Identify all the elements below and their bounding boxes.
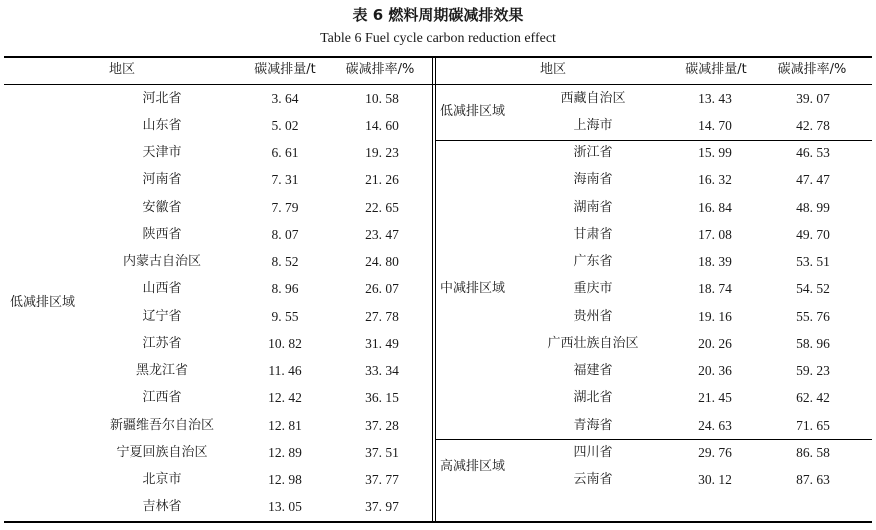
province-name: 上海市 (573, 117, 613, 133)
province-name: 山西省 (142, 281, 182, 297)
reduction-value: 18. 39 (698, 254, 732, 270)
rate-value: 49. 70 (796, 226, 830, 242)
rate-value: 37. 97 (365, 499, 399, 515)
rate-value: 36. 15 (365, 390, 399, 406)
province-name: 甘肃省 (573, 226, 613, 242)
province-name: 河南省 (142, 172, 182, 188)
rate-value: 48. 99 (796, 199, 830, 215)
province-name: 辽宁省 (142, 308, 182, 324)
province-name: 内蒙古自治区 (122, 254, 202, 270)
rate-value: 10. 58 (365, 90, 399, 106)
reduction-value: 17. 08 (698, 226, 732, 242)
reduction-value: 20. 26 (698, 335, 732, 351)
column-divider-rule (432, 56, 433, 522)
reduction-value: 8. 07 (271, 226, 299, 242)
rate-value: 27. 78 (365, 308, 399, 324)
province-name: 江西省 (142, 390, 182, 406)
reduction-value: 12. 89 (268, 444, 302, 460)
rate-value: 19. 23 (365, 145, 399, 161)
reduction-value: 6. 61 (271, 145, 299, 161)
province-name: 河北省 (142, 90, 182, 106)
rate-value: 58. 96 (796, 335, 830, 351)
province-name: 陕西省 (142, 226, 182, 242)
province-name: 江苏省 (142, 335, 182, 351)
province-name: 黑龙江省 (135, 363, 189, 379)
header-reduction-left: 碳减排量/t (254, 62, 316, 77)
reduction-value: 13. 43 (698, 90, 732, 106)
province-name: 湖北省 (573, 390, 613, 406)
province-name: 广西壮族自治区 (547, 335, 639, 351)
header-rate-right: 碳减排率/% (777, 62, 847, 77)
right-group-label: 高减排区域 (440, 458, 506, 474)
rate-value: 24. 80 (365, 254, 399, 270)
rate-value: 39. 07 (796, 90, 830, 106)
province-name: 山东省 (142, 117, 182, 133)
rate-value: 37. 51 (365, 444, 399, 460)
province-name: 重庆市 (573, 281, 613, 297)
reduction-value: 7. 31 (271, 172, 299, 188)
reduction-value: 21. 45 (698, 390, 732, 406)
reduction-value: 12. 98 (268, 472, 302, 488)
reduction-value: 15. 99 (698, 145, 732, 161)
rate-value: 31. 49 (365, 335, 399, 351)
rate-value: 37. 28 (365, 417, 399, 433)
left-group-label: 低减排区域 (10, 295, 76, 310)
reduction-value: 29. 76 (698, 444, 732, 460)
header-region-left: 地区 (108, 62, 136, 77)
rate-value: 86. 58 (796, 444, 830, 460)
rate-value: 26. 07 (365, 281, 399, 297)
province-name: 海南省 (573, 172, 613, 188)
reduction-value: 5. 02 (271, 117, 299, 133)
rate-value: 46. 53 (796, 145, 830, 161)
header-rate-left: 碳减排率/% (345, 62, 415, 77)
rate-value: 47. 47 (796, 172, 830, 188)
rate-value: 14. 60 (365, 117, 399, 133)
rate-value: 23. 47 (365, 226, 399, 242)
rate-value: 62. 42 (796, 390, 830, 406)
province-name: 新疆维吾尔自治区 (109, 417, 215, 433)
reduction-value: 8. 96 (271, 281, 299, 297)
header-reduction-right: 碳减排量/t (685, 62, 747, 77)
province-name: 西藏自治区 (560, 90, 626, 106)
reduction-value: 12. 42 (268, 390, 302, 406)
right-group-rule-2 (436, 439, 872, 440)
province-name: 云南省 (573, 472, 613, 488)
header-bottom-rule (4, 84, 872, 85)
rate-value: 22. 65 (365, 199, 399, 215)
province-name: 四川省 (573, 444, 613, 460)
table-bottom-rule (4, 521, 872, 523)
province-name: 吉林省 (142, 499, 182, 515)
table-top-rule (4, 56, 872, 58)
province-name: 福建省 (573, 363, 613, 379)
reduction-value: 16. 32 (698, 172, 732, 188)
rate-value: 87. 63 (796, 472, 830, 488)
rate-value: 21. 26 (365, 172, 399, 188)
reduction-value: 18. 74 (698, 281, 732, 297)
province-name: 贵州省 (573, 308, 613, 324)
right-group-rule-1 (436, 140, 872, 141)
province-name: 北京市 (142, 472, 182, 488)
reduction-value: 20. 36 (698, 363, 732, 379)
rate-value: 54. 52 (796, 281, 830, 297)
reduction-value: 10. 82 (268, 335, 302, 351)
reduction-value: 9. 55 (271, 308, 299, 324)
reduction-value: 3. 64 (271, 90, 299, 106)
reduction-value: 24. 63 (698, 417, 732, 433)
province-name: 浙江省 (573, 145, 613, 161)
reduction-value: 13. 05 (268, 499, 302, 515)
rate-value: 33. 34 (365, 363, 399, 379)
reduction-value: 19. 16 (698, 308, 732, 324)
reduction-value: 12. 81 (268, 417, 302, 433)
province-name: 宁夏回族自治区 (116, 444, 208, 460)
rate-value: 55. 76 (796, 308, 830, 324)
province-name: 安徽省 (142, 199, 182, 215)
reduction-value: 14. 70 (698, 117, 732, 133)
province-name: 湖南省 (573, 199, 613, 215)
table-title-en: Table 6 Fuel cycle carbon reduction effect (320, 31, 556, 46)
reduction-value: 16. 84 (698, 199, 732, 215)
reduction-value: 8. 52 (271, 254, 299, 270)
reduction-value: 30. 12 (698, 472, 732, 488)
reduction-value: 11. 46 (268, 363, 302, 379)
rate-value: 59. 23 (796, 363, 830, 379)
province-name: 青海省 (573, 417, 613, 433)
header-region-right: 地区 (539, 62, 567, 77)
rate-value: 71. 65 (796, 417, 830, 433)
rate-value: 37. 77 (365, 472, 399, 488)
province-name: 天津市 (142, 145, 182, 161)
right-group-label: 中减排区域 (440, 281, 506, 297)
province-name: 广东省 (573, 254, 613, 270)
table-title-cn: 表 6 燃料周期碳减排效果 (352, 6, 524, 24)
rate-value: 53. 51 (796, 254, 830, 270)
rate-value: 42. 78 (796, 117, 830, 133)
column-divider-rule-2 (435, 56, 436, 522)
right-group-label: 低减排区域 (440, 104, 506, 120)
reduction-value: 7. 79 (271, 199, 299, 215)
